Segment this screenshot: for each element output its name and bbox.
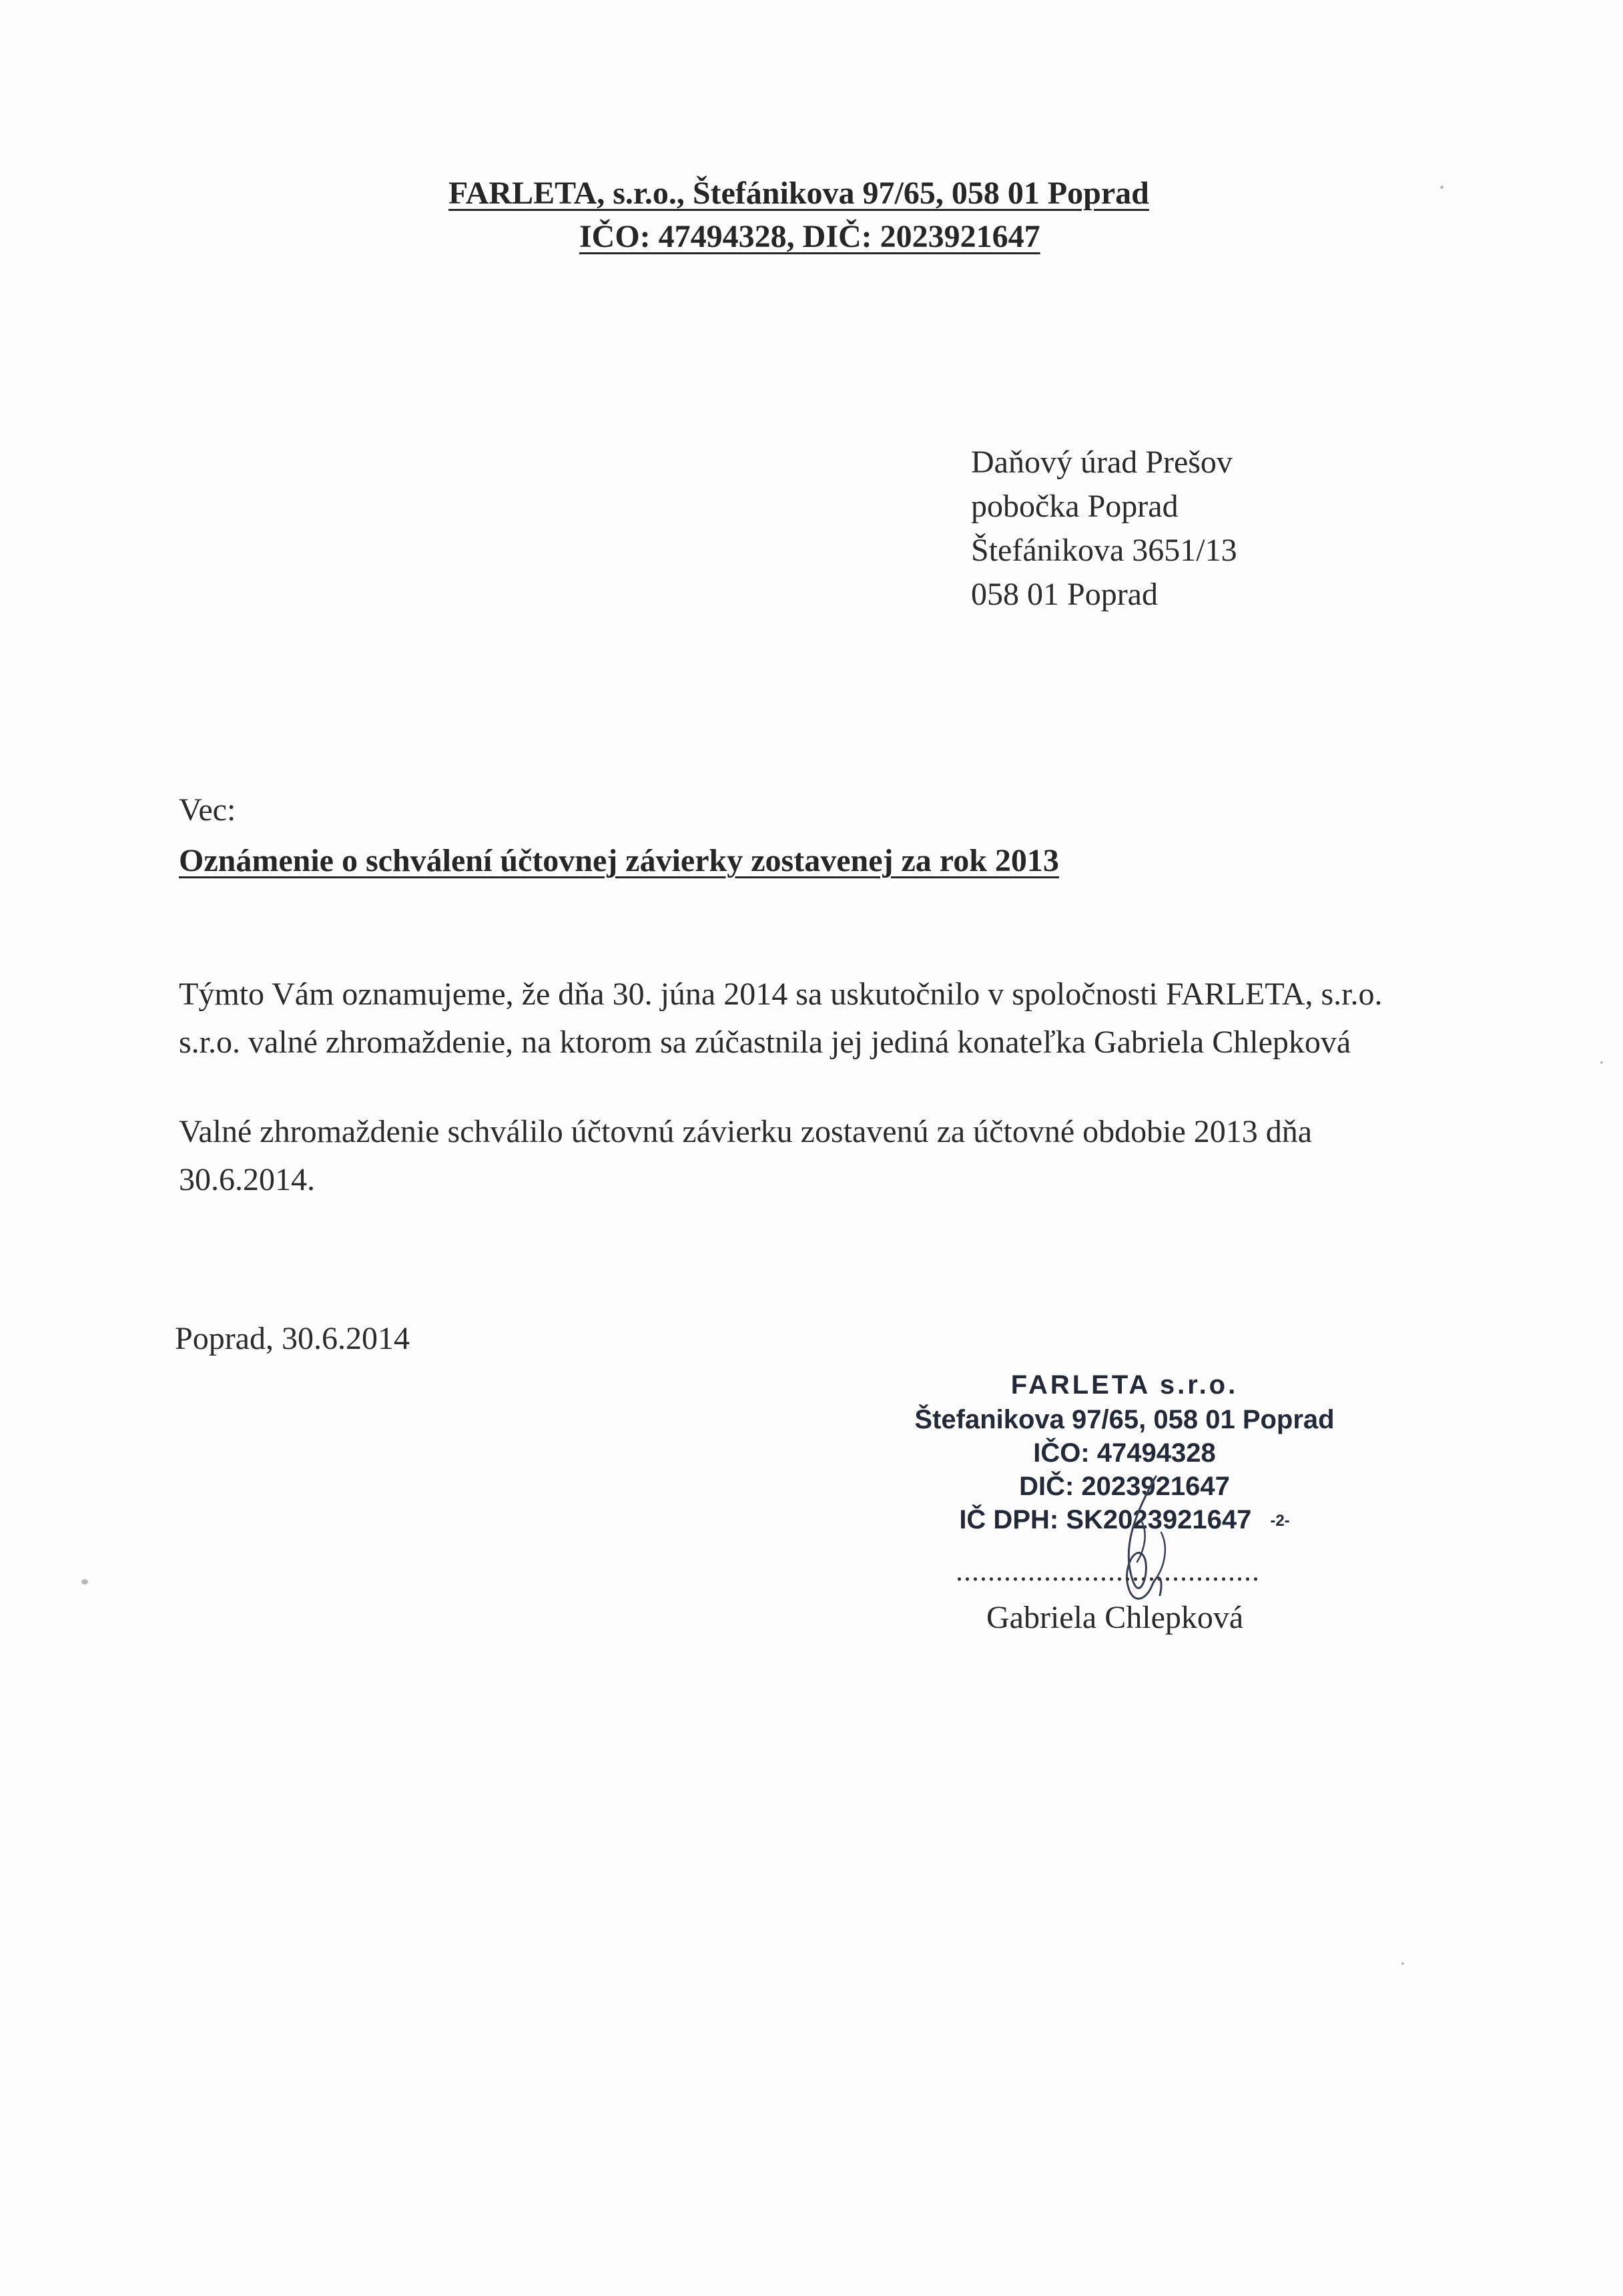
subject-label: Vec: <box>179 792 236 828</box>
body-line: 30.6.2014. <box>179 1162 315 1197</box>
paper-speck <box>1600 1061 1603 1064</box>
recipient-line: 058 01 Poprad <box>971 577 1158 612</box>
stamp-ico: IČO: 47494328 <box>1033 1438 1216 1468</box>
body-line: s.r.o. valné zhromaždenie, na ktorom sa zúčastnila jej jediná konateľka Gabriela Chlepková <box>179 1025 1351 1060</box>
recipient-line: Štefánikova 3651/13 <box>971 533 1237 568</box>
body-line: Týmto Vám oznamujeme, že dňa 30. júna 2014 sa uskutočnilo v spoločnosti FARLETA, s.r.o. <box>179 976 1383 1012</box>
subject-title: Oznámenie o schválení účtovnej závierky zostavenej za rok 2013 <box>179 843 1059 878</box>
recipient-line: pobočka Poprad <box>971 489 1179 524</box>
stamp-address: Štefanikova 97/65, 058 01 Poprad <box>914 1405 1335 1434</box>
body-paragraph-1 <box>179 970 1382 1067</box>
paper-speck <box>1440 186 1443 189</box>
signature-dotted-line: ...................................... <box>956 1554 1260 1587</box>
stamp-company-name: FARLETA s.r.o. <box>1010 1370 1239 1400</box>
stamp-ic-dph: IČ DPH: SK2023921647 <box>959 1505 1252 1534</box>
paper-speck <box>81 1579 88 1585</box>
place-date: Poprad, 30.6.2014 <box>175 1321 410 1356</box>
stamp-dic: DIČ: 2023921647 <box>1019 1472 1230 1501</box>
company-header-line2: IČO: 47494328, DIČ: 2023921647 <box>579 219 1040 254</box>
paper-speck <box>1401 1962 1404 1965</box>
handwritten-signature <box>1094 1468 1188 1615</box>
body-line: Valné zhromaždenie schválilo účtovnú závierku zostavenú za účtovné obdobie 2013 dňa <box>179 1114 1313 1149</box>
body-paragraph-2 <box>179 1108 1312 1204</box>
recipient-address <box>971 441 1237 617</box>
signer-name: Gabriela Chlepková <box>986 1600 1244 1635</box>
company-header-line1: FARLETA, s.r.o., Štefánikova 97/65, 058 01 Poprad <box>448 176 1149 211</box>
recipient-line: Daňový úrad Prešov <box>971 445 1233 480</box>
page-mark: -2- <box>1270 1512 1290 1530</box>
